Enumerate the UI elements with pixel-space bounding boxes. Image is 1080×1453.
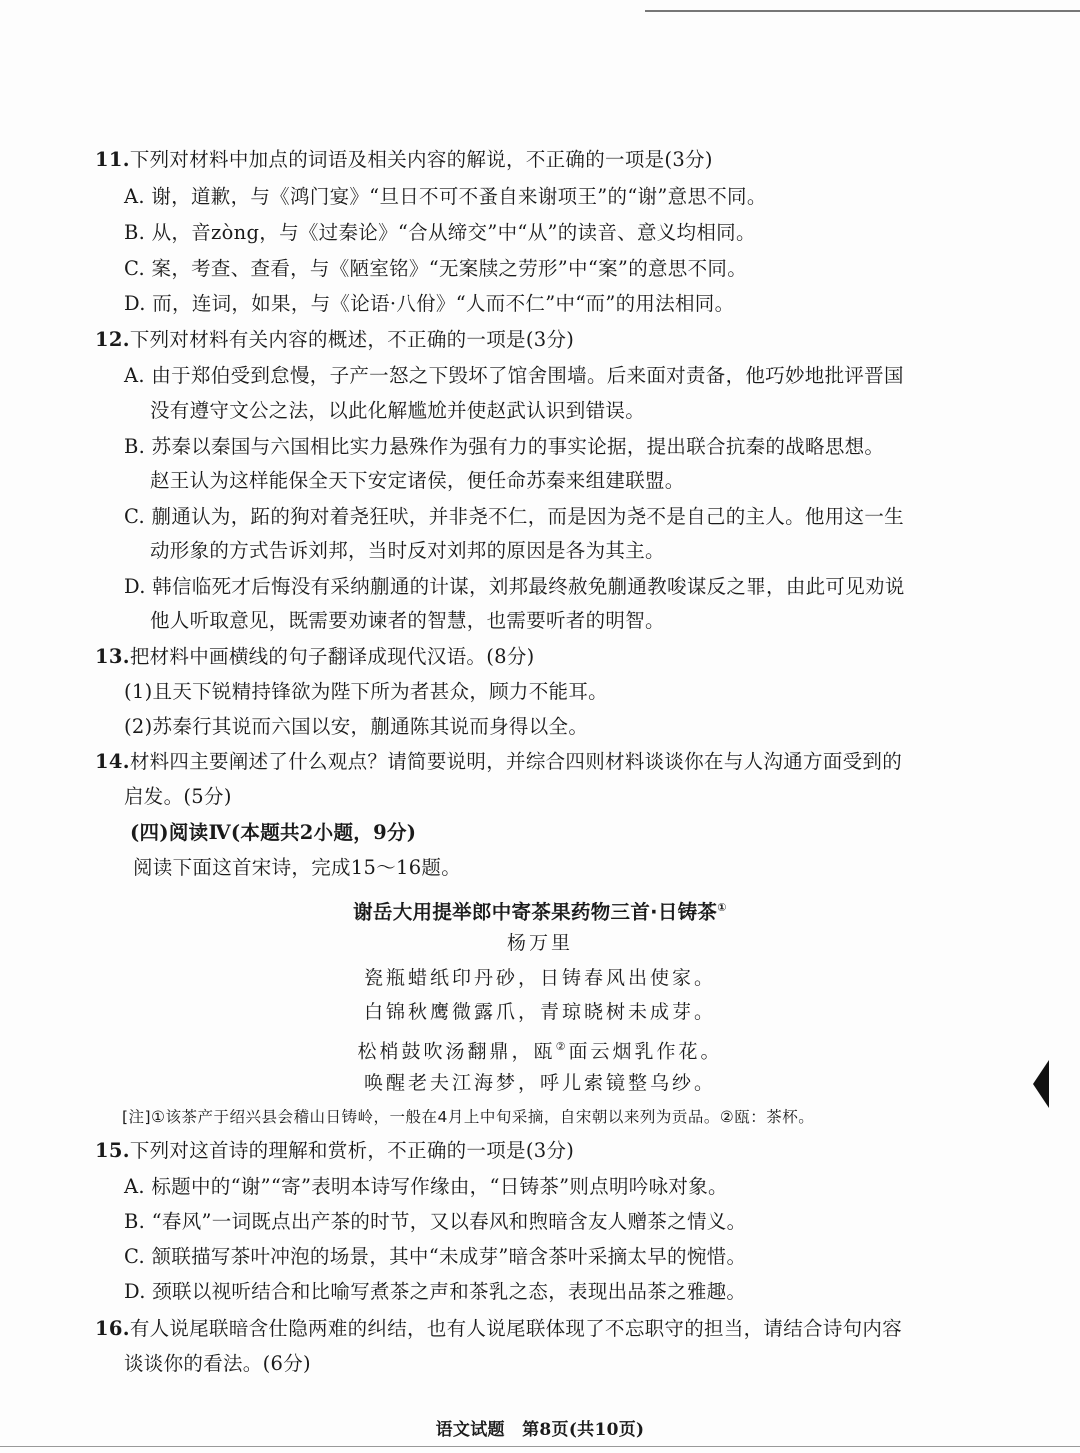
top-rule xyxy=(645,10,1080,12)
q12-option-d: D. 韩信临死才后悔没有采纳蒯通的计谋，刘邦最终赦免蒯通教唆谋反之罪，由此可见劝说 xyxy=(124,575,905,598)
poem-title: 谢岳大用提举郎中寄茶果药物三首·日铸茶① xyxy=(353,900,727,924)
q15-option-b: B. “春风”一词既点出产茶的时节，又以春风和煦暗含友人赠茶之情义。 xyxy=(124,1210,747,1233)
q12-option-b-cont: 赵王认为这样能保全天下安定诸侯，便任命苏秦来组建联盟。 xyxy=(150,469,685,492)
section-intro: 阅读下面这首宋诗，完成15～16题。 xyxy=(133,856,462,879)
poem-note: [注]①该茶产于绍兴县会稽山日铸岭，一般在4月上中旬采摘，自宋朝以来列为贡品。②瓯：茶杯。 xyxy=(122,1108,815,1126)
poem-line-4: 唤醒老夫江海梦，呼儿索镜整乌纱。 xyxy=(363,1072,716,1094)
q11-option-d: D. 而，连词，如果，与《论语·八佾》“人而不仁”中“而”的用法相同。 xyxy=(124,292,735,315)
q15-option-a: A. 标题中的“谢”“寄”表明本诗写作缘由，“日铸茶”则点明吟咏对象。 xyxy=(124,1175,728,1198)
q15-option-d: D. 颈联以视听结合和比喻写煮茶之声和茶乳之态，表现出品茶之雅趣。 xyxy=(124,1280,747,1303)
question-12: 12.下列对材料有关内容的概述，不正确的一项是(3分) xyxy=(95,328,575,351)
question-13: 13.把材料中画横线的句子翻译成现代汉语。(8分) xyxy=(95,645,535,668)
poem-line-1: 瓷瓶蜡纸印丹砂，日铸春风出使家。 xyxy=(363,967,716,989)
q12-option-c: C. 蒯通认为，跖的狗对着尧狂吠，并非尧不仁，而是因为尧不是自己的主人。他用这一生 xyxy=(124,505,904,528)
q12-option-c-cont: 动形象的方式告诉刘邦，当时反对刘邦的原因是各为其主。 xyxy=(150,539,665,562)
question-14: 14.材料四主要阐述了什么观点？请简要说明，并综合四则材料谈谈你在与人沟通方面受到的 xyxy=(95,750,903,773)
page-edge-marker xyxy=(1033,1060,1049,1108)
q15-option-c: C. 颔联描写茶叶冲泡的场景，其中“未成芽”暗含茶叶采摘太早的惋惜。 xyxy=(124,1245,747,1268)
q13-item-2: (2)苏秦行其说而六国以安，蒯通陈其说而身得以全。 xyxy=(124,715,589,738)
q11-option-c: C. 案，考查、查看，与《陋室铭》“无案牍之劳形”中“案”的意思不同。 xyxy=(124,257,747,280)
q12-option-d-cont: 他人听取意见，既需要劝谏者的智慧，也需要听者的明智。 xyxy=(150,609,665,632)
bottom-rule xyxy=(0,1446,1080,1447)
q11-option-a: A. 谢，道歉，与《鸿门宴》“旦日不可不蚤自来谢项王”的“谢”意思不同。 xyxy=(124,185,767,208)
poem-line-3: 松梢鼓吹汤翻鼎，瓯②面云烟乳作花。 xyxy=(357,1040,723,1063)
section-heading: (四)阅读Ⅳ(本题共2小题，9分) xyxy=(130,821,417,844)
page-footer: 语文试题 第8页(共10页) xyxy=(435,1420,645,1440)
question-16: 16.有人说尾联暗含仕隐两难的纠结，也有人说尾联体现了不忘职守的担当，请结合诗句内容 xyxy=(95,1317,903,1340)
q16-cont: 谈谈你的看法。(6分) xyxy=(124,1352,311,1375)
q12-option-a: A. 由于郑伯受到怠慢，子产一怒之下毁坏了馆舍围墙。后来面对责备，他巧妙地批评晋国 xyxy=(124,364,904,387)
poem-author: 杨万里 xyxy=(506,932,573,954)
q12-option-b: B. 苏秦以秦国与六国相比实力悬殊作为强有力的事实论据，提出联合抗秦的战略思想。 xyxy=(124,435,885,458)
question-15: 15.下列对这首诗的理解和赏析，不正确的一项是(3分) xyxy=(95,1139,575,1162)
q13-item-1: (1)且天下锐精持锋欲为陛下所为者甚众，顾力不能耳。 xyxy=(124,680,608,703)
poem-line-2: 白锦秋鹰微露爪，青琼晓树未成芽。 xyxy=(363,1001,716,1023)
q11-option-b: B. 从，音zòng，与《过秦论》“合从缔交”中“从”的读音、意义均相同。 xyxy=(124,221,756,244)
q14-cont: 启发。(5分) xyxy=(124,785,232,808)
question-11: 11.下列对材料中加点的词语及相关内容的解说，不正确的一项是(3分) xyxy=(95,148,713,171)
q12-option-a-cont: 没有遵守文公之法，以此化解尴尬并使赵武认识到错误。 xyxy=(150,399,646,422)
